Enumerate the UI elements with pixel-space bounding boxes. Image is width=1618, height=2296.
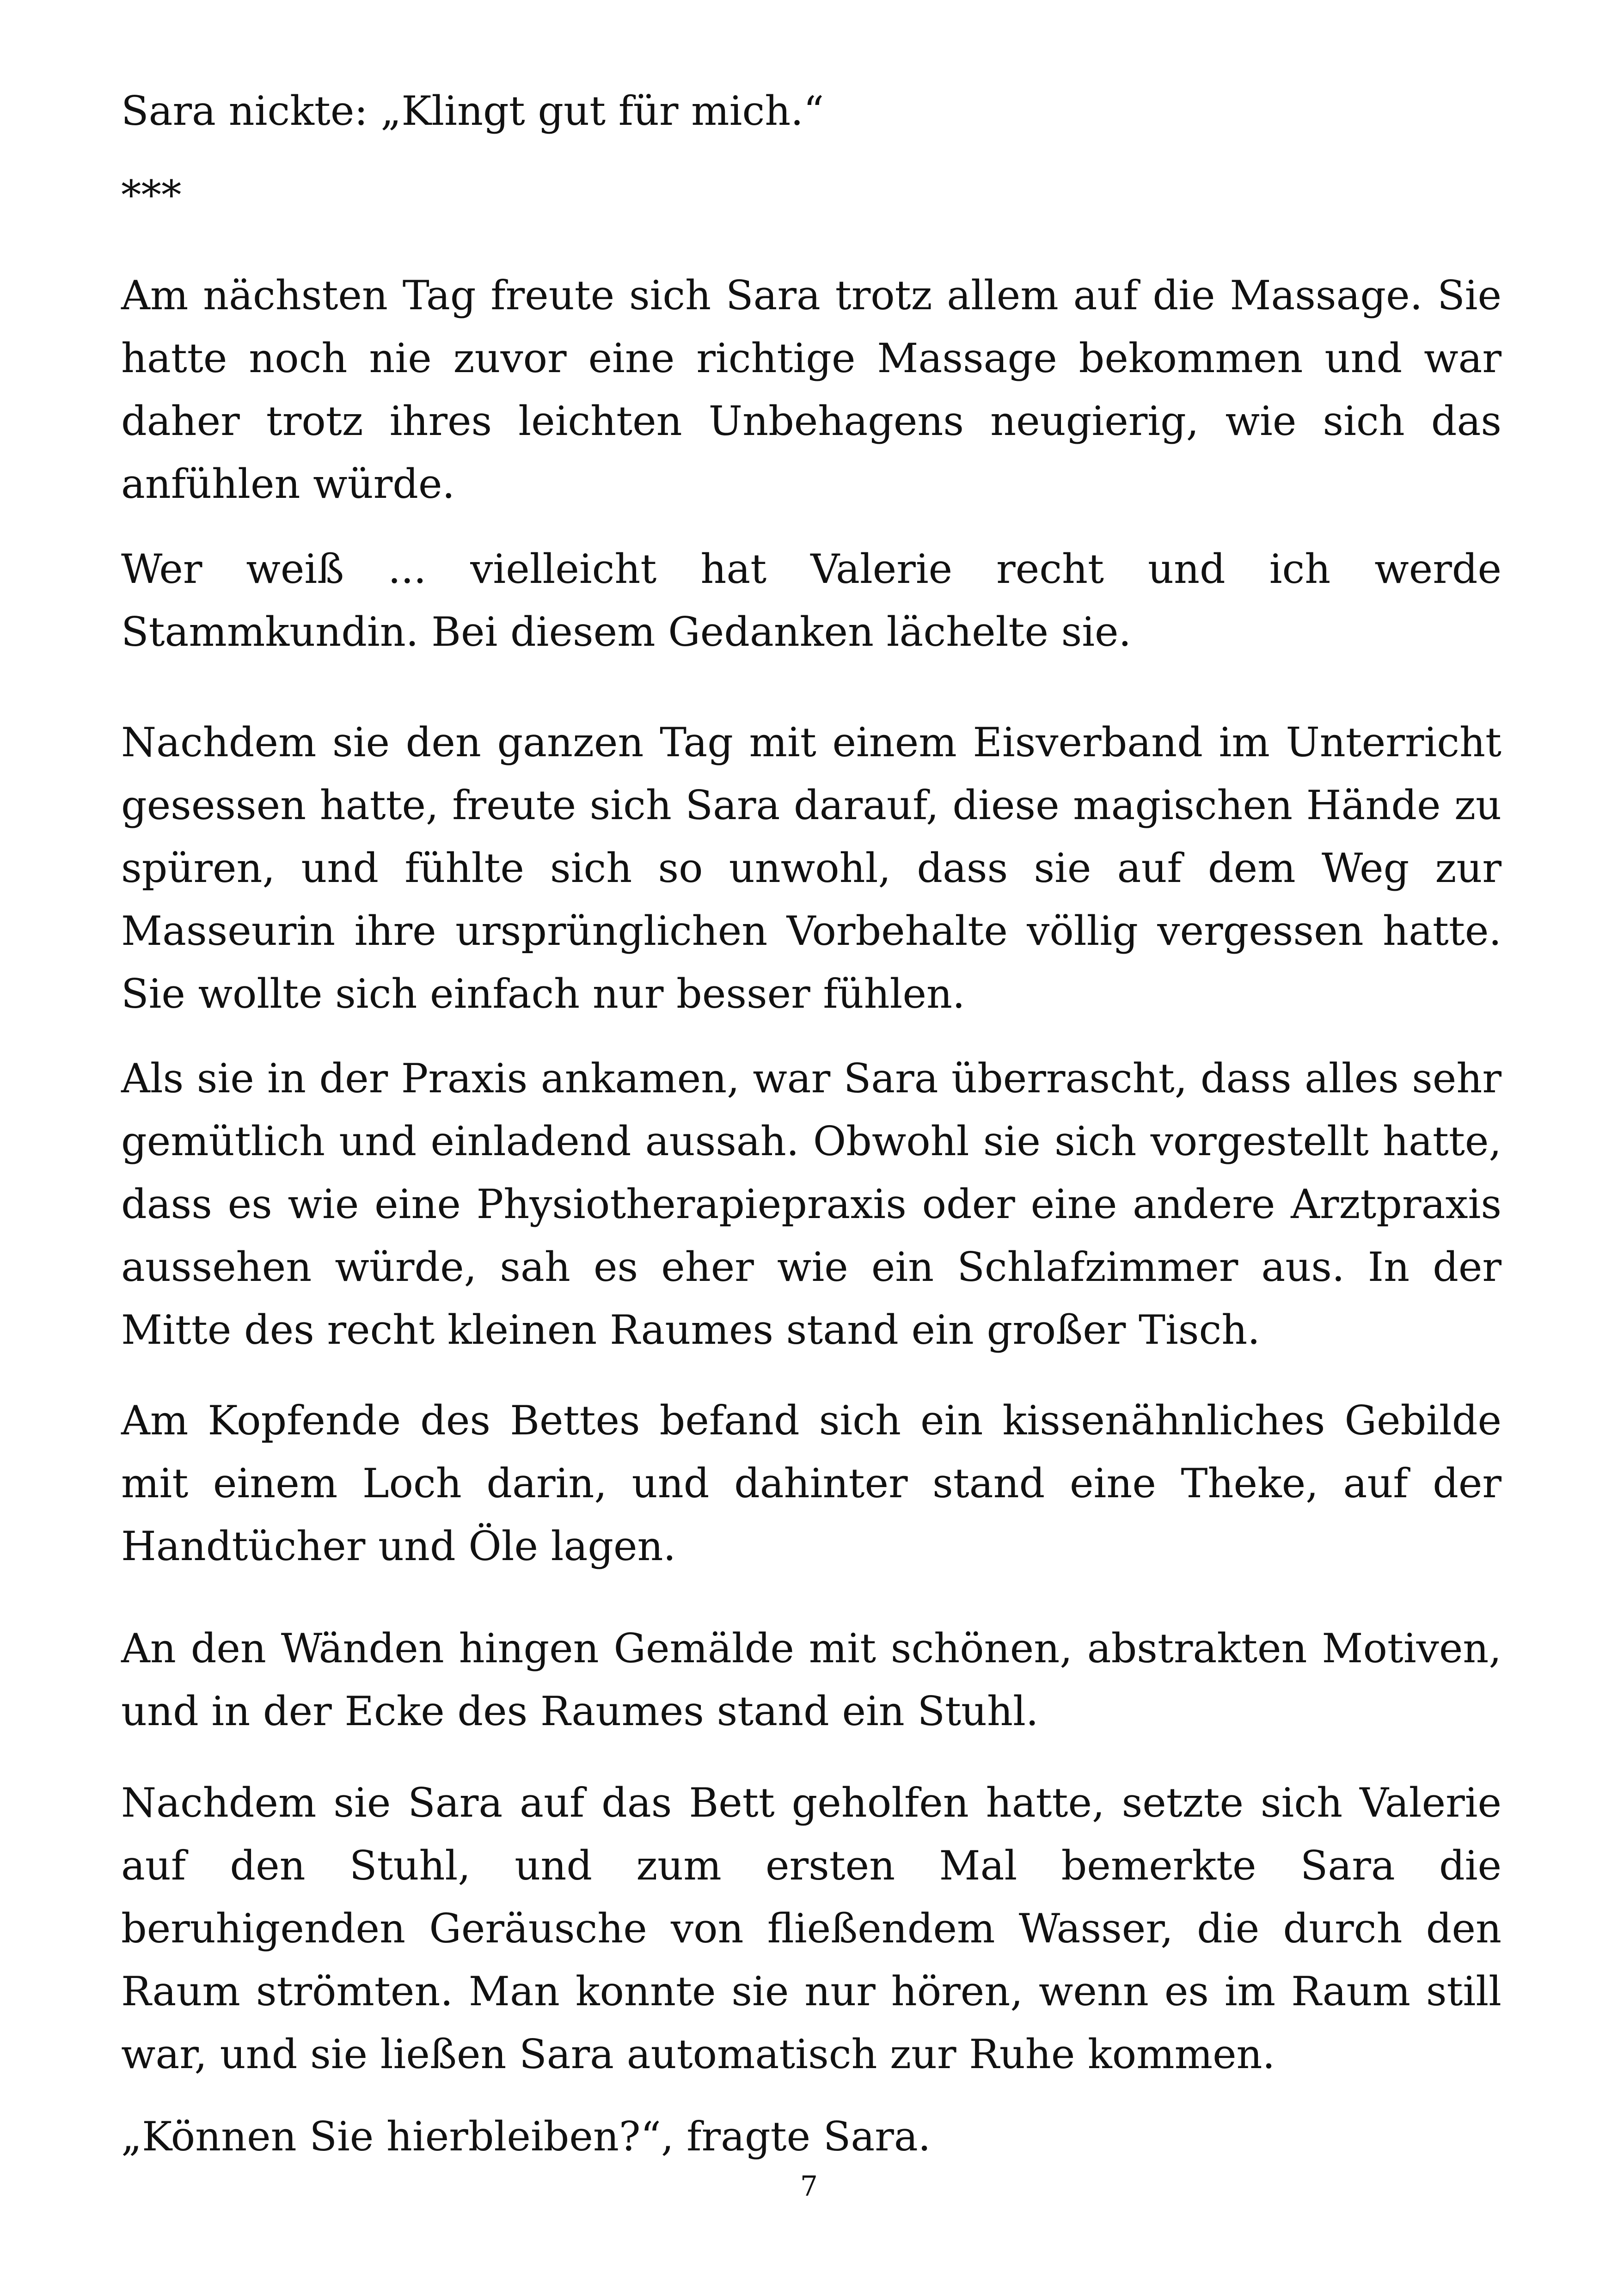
paragraph	[121, 2105, 1502, 2168]
paragraph-text: Nachdem sie den ganzen Tag mit einem Eisverband im Unterricht gesessen hatte, freute sich Sara darauf, diese magischen Hände zu spüren, und fühlte sich so unwohl, dass sie auf dem Weg zur Masseurin ihre ursprünglichen Vorbehalte völlig vergessen hatte. Sie wollte sich einfach nur besser fühlen.	[121, 719, 1502, 1017]
paragraph	[121, 711, 1502, 1025]
paragraph	[121, 1617, 1502, 1743]
paragraph	[121, 1771, 1502, 2086]
paragraph-text: Wer weiß ... vielleicht hat Valerie recht und ich werde Stammkundin. Bei diesem Gedanken lächelte sie.	[121, 545, 1502, 655]
paragraph	[121, 1047, 1502, 1361]
paragraph-text: Am Kopfende des Bettes befand sich ein kissenähnliches Gebilde mit einem Loch darin, und dahinter stand eine Theke, auf der Handtücher und Öle lagen.	[121, 1397, 1502, 1570]
paragraph-text: Nachdem sie Sara auf das Bett geholfen hatte, setzte sich Valerie auf den Stuhl, und zum ersten Mal bemerkte Sara die beruhigenden Geräusche von fließendem Wasser, die durch den Raum strömten. Man konnte sie nur hören, wenn es im Raum still war, und sie ließen Sara automatisch zur Ruhe kommen.	[121, 1779, 1502, 2078]
paragraph-text: Am nächsten Tag freute sich Sara trotz allem auf die Massage. Sie hatte noch nie zuvor eine richtige Massage bekommen und war daher trotz ihres leichten Unbehagens neugierig, wie sich das anfühlen würde.	[121, 272, 1502, 508]
page-number: 7	[800, 2170, 818, 2203]
paragraph	[121, 538, 1502, 663]
paragraph	[121, 1389, 1502, 1578]
scene-break	[121, 164, 1502, 227]
paragraph-text: „Können Sie hierbleiben?“, fragte Sara.	[121, 2113, 931, 2160]
paragraph-text: An den Wänden hingen Gemälde mit schönen, abstrakten Motiven, und in der Ecke des Raumes stand ein Stuhl.	[121, 1625, 1502, 1735]
paragraph-text: Sara nickte: „Klingt gut für mich.“	[121, 87, 824, 135]
paragraph	[121, 80, 1502, 142]
paragraph-text: Als sie in der Praxis ankamen, war Sara überrascht, dass alles sehr gemütlich und einladend aussah. Obwohl sie sich vorgestellt hatte, dass es wie eine Physiotherapiepraxis oder eine andere Arztpraxis aussehen würde, sah es eher wie ein Schlafzimmer aus. In der Mitte des recht kleinen Raumes stand ein großer Tisch.	[121, 1055, 1502, 1353]
scene-break-text: ***	[121, 171, 182, 219]
paragraph	[121, 264, 1502, 515]
